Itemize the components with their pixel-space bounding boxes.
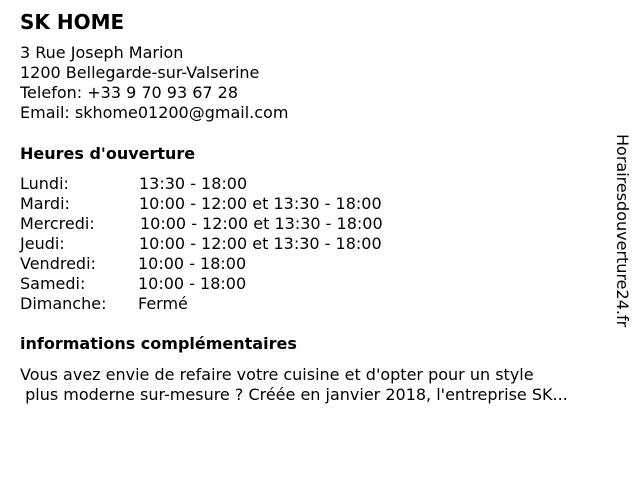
email-address: Email: skhome01200@gmail.com <box>20 103 289 122</box>
day-label: Jeudi: <box>20 234 65 253</box>
day-label: Dimanche: <box>20 294 107 313</box>
day-label: Vendredi: <box>20 254 96 273</box>
time-value: 10:00 - 12:00 et 13:30 - 18:00 <box>139 234 382 253</box>
time-value: 10:00 - 18:00 <box>138 274 247 293</box>
day-label: Mardi: <box>20 194 70 213</box>
address-street: 3 Rue Joseph Marion <box>20 43 184 62</box>
business-description <box>20 365 568 405</box>
time-value: 10:00 - 18:00 <box>138 254 247 273</box>
time-value: Fermé <box>138 294 188 313</box>
site-watermark: Horairesdouverture24.fr <box>613 134 632 328</box>
address-city: 1200 Bellegarde-sur-Valserine <box>20 63 260 82</box>
time-value: 13:30 - 18:00 <box>139 174 248 193</box>
opening-hours-heading: Heures d'ouverture <box>20 144 196 163</box>
description-line: plus moderne sur-mesure ? Créée en janvier 2018, l'entreprise SK... <box>20 385 568 404</box>
day-label: Samedi: <box>20 274 86 293</box>
phone-number: Telefon: +33 9 70 93 67 28 <box>20 83 239 102</box>
business-name: SK HOME <box>20 10 125 34</box>
time-value: 10:00 - 12:00 et 13:30 - 18:00 <box>140 214 383 233</box>
day-label: Lundi: <box>20 174 69 193</box>
description-line: Vous avez envie de refaire votre cuisine et d'opter pour un style <box>20 365 534 384</box>
contact-block <box>20 43 288 123</box>
additional-info-heading: informations complémentaires <box>20 334 297 353</box>
day-label: Mercredi: <box>20 214 95 233</box>
time-value: 10:00 - 12:00 et 13:30 - 18:00 <box>139 194 382 213</box>
